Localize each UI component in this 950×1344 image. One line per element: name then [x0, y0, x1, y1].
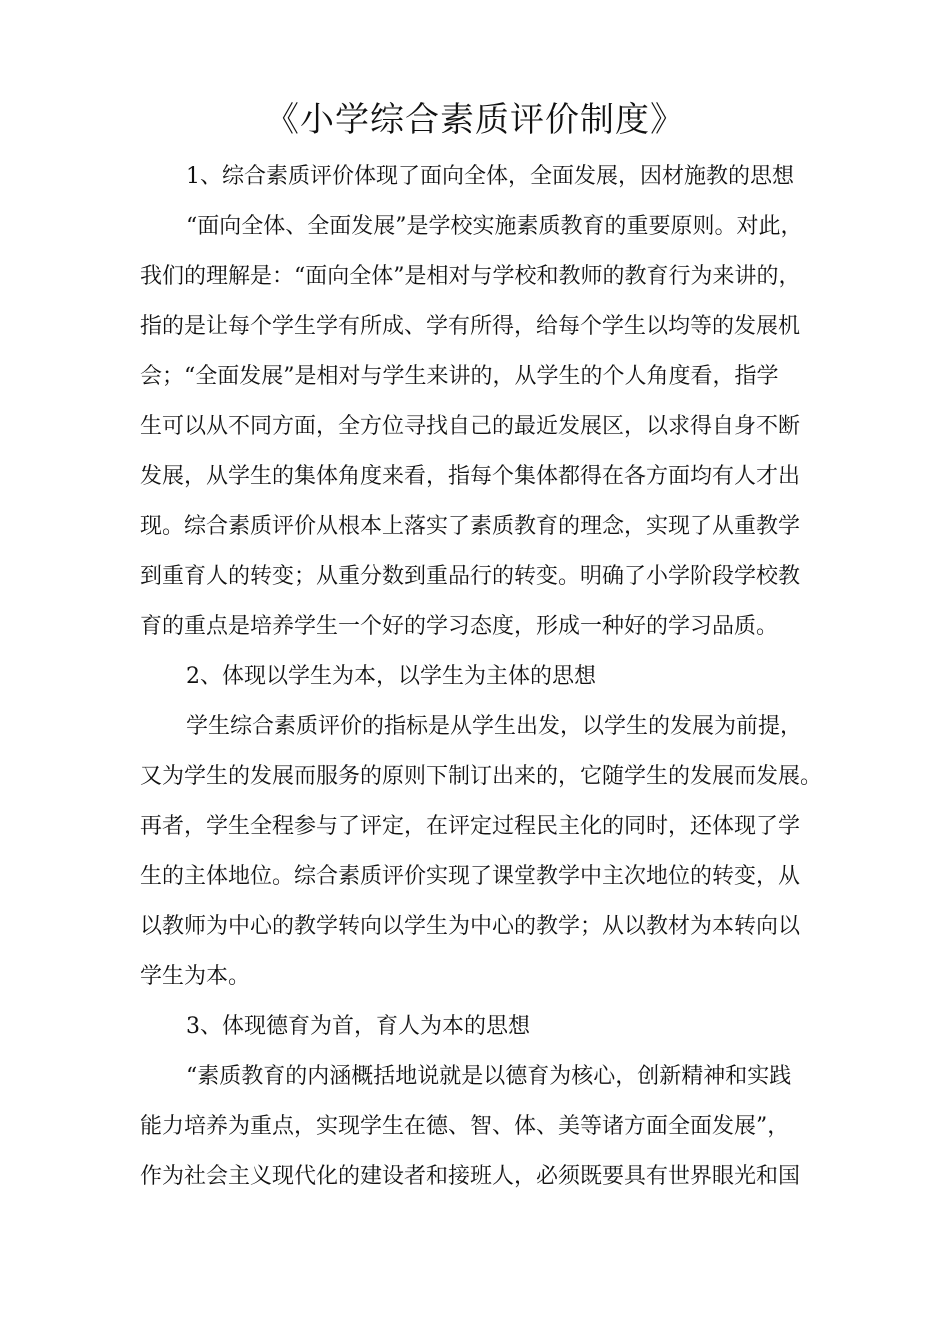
- paragraph-line: 作为社会主义现代化的建设者和接班人，必须既要具有世界眼光和国: [140, 1164, 801, 1189]
- paragraph-line: 会；“全面发展”是相对与学生来讲的，从学生的个人角度看，指学: [140, 364, 779, 389]
- paragraph-line: 到重育人的转变；从重分数到重品行的转变。明确了小学阶段学校教: [140, 564, 801, 589]
- paragraph-line: 生可以从不同方面，全方位寻找自己的最近发展区，以求得自身不断: [140, 414, 801, 439]
- paragraph-line: 指的是让每个学生学有所成、学有所得，给每个学生以均等的发展机: [140, 314, 801, 339]
- paragraph-line: 育的重点是培养学生一个好的学习态度，形成一种好的学习品质。: [140, 614, 779, 639]
- paragraph-line: “素质教育的内涵概括地说就是以德育为核心，创新精神和实践: [186, 1064, 792, 1089]
- paragraph-line: 学生为本。: [140, 964, 251, 989]
- section-heading: 3、体现德育为首，育人为本的思想: [186, 1014, 530, 1039]
- section-heading: 2、体现以学生为本，以学生为主体的思想: [186, 664, 596, 689]
- paragraph-line: 生的主体地位。综合素质评价实现了课堂教学中主次地位的转变，从: [140, 864, 801, 889]
- paragraph-line: 再者，学生全程参与了评定，在评定过程民主化的同时，还体现了学: [140, 814, 801, 839]
- section-heading: 1、综合素质评价体现了面向全体，全面发展，因材施教的思想: [186, 164, 794, 189]
- paragraph-line: 以教师为中心的教学转向以学生为中心的教学；从以教材为本转向以: [140, 914, 801, 939]
- paragraph-line: 能力培养为重点，实现学生在德、智、体、美等诸方面全面发展”，: [140, 1114, 790, 1139]
- document-title: 《小学综合素质评价制度》: [265, 100, 685, 140]
- paragraph-line: 学生综合素质评价的指标是从学生出发，以学生的发展为前提，: [186, 714, 803, 739]
- paragraph-line: 现。综合素质评价从根本上落实了素质教育的理念，实现了从重教学: [140, 514, 801, 539]
- paragraph-line: 发展，从学生的集体角度来看，指每个集体都得在各方面均有人才出: [140, 464, 801, 489]
- paragraph-line: 又为学生的发展而服务的原则下制订出来的，它随学生的发展而发展。: [140, 764, 823, 789]
- paragraph-line: “面向全体、全面发展”是学校实施素质教育的重要原则。对此，: [186, 214, 803, 239]
- paragraph-line: 我们的理解是：“面向全体”是相对与学校和教师的教育行为来讲的，: [140, 264, 801, 289]
- document-body: [140, 152, 823, 1202]
